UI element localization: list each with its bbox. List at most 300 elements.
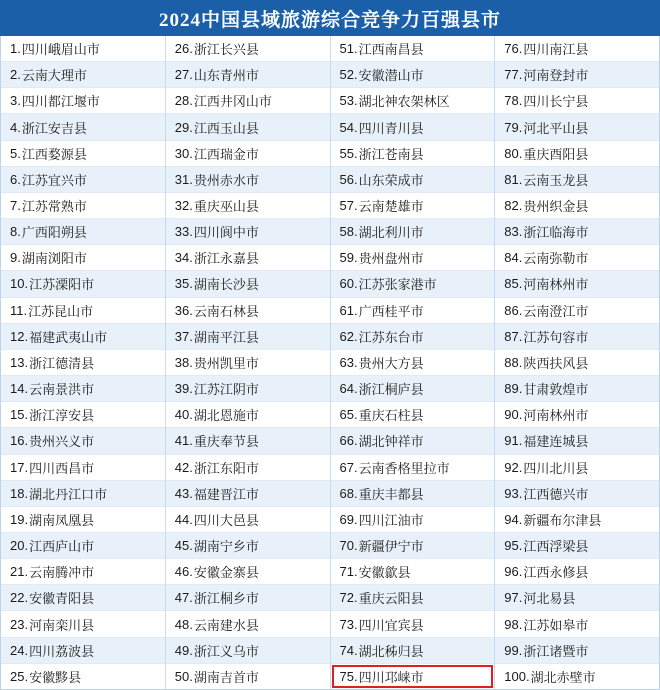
rank-number: 2.: [10, 67, 21, 83]
rank-number: 62.: [339, 328, 358, 344]
ranking-row: [495, 455, 659, 481]
county-name: 四川江油市: [358, 512, 424, 528]
ranking-row: [495, 611, 659, 637]
county-name: 安徽歙县: [358, 565, 411, 581]
county-name: 山东青州市: [193, 68, 259, 84]
county-name: 浙江东阳市: [193, 460, 259, 476]
county-name: 湖南宁乡市: [193, 539, 259, 555]
ranking-row: [1, 114, 165, 140]
rank-number: 33.: [174, 224, 193, 240]
ranking-row: [495, 62, 659, 88]
county-name: 云南大理市: [21, 68, 87, 84]
ranking-row: [331, 271, 495, 297]
rank-number: 45.: [174, 538, 193, 554]
ranking-row: [331, 638, 495, 664]
county-name: 湖南凤凰县: [29, 512, 95, 528]
rank-number: 39.: [174, 381, 193, 397]
rank-number: 57.: [339, 198, 358, 214]
ranking-row: [331, 664, 495, 689]
ranking-row: [495, 141, 659, 167]
county-name: 贵州大方县: [358, 355, 424, 371]
county-name: 浙江临海市: [523, 225, 589, 241]
rank-number: 54.: [339, 119, 358, 135]
ranking-row: [495, 376, 659, 402]
county-name: 浙江苍南县: [358, 146, 424, 162]
ranking-row: [166, 324, 330, 350]
ranking-row: [1, 271, 165, 297]
ranking-row: [1, 324, 165, 350]
ranking-row: [166, 193, 330, 219]
ranking-row: [331, 428, 495, 454]
county-name: 湖北丹江口市: [29, 486, 108, 502]
county-name: 河南栾川县: [29, 617, 95, 633]
ranking-row: [331, 507, 495, 533]
county-name: 四川南江县: [523, 42, 589, 58]
county-name: 四川邛崃市: [358, 669, 424, 685]
ranking-row: [331, 193, 495, 219]
rank-number: 72.: [339, 590, 358, 606]
ranking-row: [495, 88, 659, 114]
rank-number: 88.: [504, 354, 523, 370]
ranking-row: [331, 455, 495, 481]
rank-number: 24.: [10, 642, 29, 658]
ranking-row: [1, 350, 165, 376]
rank-number: 65.: [339, 407, 358, 423]
ranking-row: [1, 533, 165, 559]
rank-number: 35.: [174, 276, 193, 292]
county-name: 浙江永嘉县: [193, 251, 259, 267]
county-name: 江西瑞金市: [193, 146, 259, 162]
rank-number: 87.: [504, 328, 523, 344]
rank-number: 84.: [504, 250, 523, 266]
rank-number: 92.: [504, 459, 523, 475]
rank-number: 46.: [174, 564, 193, 580]
ranking-row: [331, 350, 495, 376]
rank-number: 100.: [504, 668, 530, 684]
county-name: 四川青川县: [358, 120, 424, 136]
county-name: 湖北赤壁市: [530, 669, 596, 685]
rank-number: 83.: [504, 224, 523, 240]
rank-number: 23.: [10, 616, 29, 632]
county-name: 浙江德清县: [29, 355, 95, 371]
ranking-row: [331, 533, 495, 559]
county-name: 云南景洪市: [29, 382, 95, 398]
rank-number: 81.: [504, 171, 523, 187]
county-name: 安徽青阳县: [29, 591, 95, 607]
county-name: 贵州兴义市: [29, 434, 95, 450]
county-name: 重庆石柱县: [358, 408, 424, 424]
county-name: 江西婺源县: [21, 146, 87, 162]
ranking-row: [495, 114, 659, 140]
county-name: 云南香格里拉市: [358, 460, 450, 476]
rank-number: 58.: [339, 224, 358, 240]
ranking-row: [1, 481, 165, 507]
rank-number: 4.: [10, 119, 21, 135]
ranking-row: [331, 585, 495, 611]
county-name: 贵州赤水市: [193, 172, 259, 188]
rank-number: 22.: [10, 590, 29, 606]
county-name: 重庆丰都县: [358, 486, 424, 502]
county-name: 江西南昌县: [358, 42, 424, 58]
ranking-row: [1, 507, 165, 533]
rank-number: 10.: [10, 276, 29, 292]
rank-number: 11.: [10, 302, 28, 318]
ranking-row: [1, 219, 165, 245]
rank-number: 59.: [339, 250, 358, 266]
county-name: 河南林州市: [523, 277, 589, 293]
county-name: 湖南平江县: [193, 329, 259, 345]
ranking-row: [331, 88, 495, 114]
ranking-row: [166, 611, 330, 637]
county-name: 四川长宁县: [523, 94, 589, 110]
county-name: 安徽金寨县: [193, 565, 259, 581]
ranking-row: [495, 428, 659, 454]
rank-number: 96.: [504, 564, 523, 580]
rank-number: 26.: [174, 41, 193, 57]
poster-title-bar: [0, 0, 660, 36]
county-name: 江西井冈山市: [193, 94, 272, 110]
county-name: 浙江义乌市: [193, 643, 259, 659]
rank-number: 43.: [174, 485, 193, 501]
ranking-row: [331, 376, 495, 402]
ranking-table: [0, 36, 660, 690]
county-name: 湖北利川市: [358, 225, 424, 241]
ranking-row: [331, 245, 495, 271]
ranking-row: [1, 585, 165, 611]
county-name: 四川宜宾县: [358, 617, 424, 633]
rank-number: 94.: [504, 511, 523, 527]
rank-number: 75.: [339, 668, 358, 684]
county-name: 福建武夷山市: [29, 329, 108, 345]
ranking-row: [166, 481, 330, 507]
ranking-row: [1, 638, 165, 664]
county-name: 河北平山县: [523, 120, 589, 136]
ranking-row: [166, 664, 330, 689]
ranking-row: [495, 167, 659, 193]
rank-number: 69.: [339, 511, 358, 527]
rank-number: 73.: [339, 616, 358, 632]
county-name: 贵州织金县: [523, 199, 589, 215]
ranking-row: [166, 88, 330, 114]
ranking-row: [166, 245, 330, 271]
ranking-row: [1, 376, 165, 402]
rank-number: 99.: [504, 642, 523, 658]
rank-number: 86.: [504, 302, 523, 318]
ranking-row: [495, 36, 659, 62]
ranking-row: [166, 428, 330, 454]
county-name: 江西庐山市: [29, 539, 95, 555]
county-name: 江西浮梁县: [523, 539, 589, 555]
county-name: 陕西扶风县: [523, 355, 589, 371]
rank-number: 19.: [10, 511, 29, 527]
ranking-row: [166, 114, 330, 140]
ranking-row: [1, 62, 165, 88]
rank-number: 61.: [339, 302, 358, 318]
county-name: 四川大邑县: [193, 512, 259, 528]
county-name: 广西桂平市: [358, 303, 424, 319]
ranking-row: [1, 88, 165, 114]
ranking-row: [166, 298, 330, 324]
ranking-row: [166, 455, 330, 481]
rank-number: 1.: [10, 41, 21, 57]
ranking-row: [166, 638, 330, 664]
rank-number: 20.: [10, 538, 29, 554]
ranking-row: [166, 507, 330, 533]
rank-number: 60.: [339, 276, 358, 292]
ranking-row: [495, 585, 659, 611]
county-name: 新疆布尔津县: [523, 512, 602, 528]
rank-number: 77.: [504, 67, 523, 83]
ranking-row: [1, 193, 165, 219]
rank-number: 79.: [504, 119, 523, 135]
ranking-row: [331, 36, 495, 62]
rank-number: 38.: [174, 354, 193, 370]
ranking-row: [495, 298, 659, 324]
rank-number: 76.: [504, 41, 523, 57]
rank-number: 70.: [339, 538, 358, 554]
ranking-row: [331, 167, 495, 193]
ranking-row: [331, 219, 495, 245]
rank-number: 8.: [10, 224, 21, 240]
rank-number: 32.: [174, 198, 193, 214]
rank-number: 91.: [504, 433, 523, 449]
county-name: 广西阳朔县: [21, 225, 87, 241]
ranking-row: [495, 559, 659, 585]
county-name: 河南林州市: [523, 408, 589, 424]
rank-number: 9.: [10, 250, 21, 266]
ranking-row: [166, 219, 330, 245]
ranking-column-4: [495, 36, 659, 689]
ranking-row: [495, 481, 659, 507]
ranking-column-1: [1, 36, 166, 689]
county-name: 云南玉龙县: [523, 172, 589, 188]
county-name: 浙江安吉县: [21, 120, 87, 136]
ranking-row: [495, 533, 659, 559]
ranking-row: [166, 167, 330, 193]
county-name: 浙江淳安县: [29, 408, 95, 424]
county-name: 重庆云阳县: [358, 591, 424, 607]
ranking-row: [1, 455, 165, 481]
rank-number: 71.: [339, 564, 358, 580]
county-name: 四川都江堰市: [21, 94, 100, 110]
rank-number: 3.: [10, 93, 21, 109]
county-name: 浙江诸暨市: [523, 643, 589, 659]
rank-number: 41.: [174, 433, 193, 449]
ranking-row: [1, 402, 165, 428]
rank-number: 66.: [339, 433, 358, 449]
rank-number: 7.: [10, 198, 21, 214]
ranking-row: [166, 62, 330, 88]
ranking-row: [495, 402, 659, 428]
ranking-column-3: [331, 36, 496, 689]
county-name: 湖南长沙县: [193, 277, 259, 293]
ranking-row: [166, 271, 330, 297]
ranking-row: [166, 350, 330, 376]
ranking-row: [166, 559, 330, 585]
ranking-row: [495, 507, 659, 533]
ranking-row: [495, 193, 659, 219]
ranking-row: [495, 219, 659, 245]
ranking-row: [495, 350, 659, 376]
county-name: 安徽潜山市: [358, 68, 424, 84]
ranking-row: [166, 36, 330, 62]
county-name: 江苏江阴市: [193, 382, 259, 398]
rank-number: 80.: [504, 145, 523, 161]
ranking-row: [1, 141, 165, 167]
ranking-row: [166, 585, 330, 611]
rank-number: 36.: [174, 302, 193, 318]
county-name: 四川荔波县: [29, 643, 95, 659]
ranking-row: [331, 62, 495, 88]
rank-number: 85.: [504, 276, 523, 292]
county-name: 湖北钟祥市: [358, 434, 424, 450]
county-name: 福建连城县: [523, 434, 589, 450]
ranking-row: [1, 664, 165, 689]
ranking-row: [495, 245, 659, 271]
county-name: 湖北恩施市: [193, 408, 259, 424]
county-name: 江西玉山县: [193, 120, 259, 136]
county-name: 云南建水县: [193, 617, 259, 633]
county-name: 重庆巫山县: [193, 199, 259, 215]
ranking-row: [331, 559, 495, 585]
county-name: 河北易县: [523, 591, 576, 607]
rank-number: 25.: [10, 668, 29, 684]
rank-number: 78.: [504, 93, 523, 109]
county-name: 湖南浏阳市: [21, 251, 87, 267]
rank-number: 48.: [174, 616, 193, 632]
rank-number: 56.: [339, 171, 358, 187]
page-title: 2024中国县域旅游综合竞争力百强县市: [158, 9, 501, 31]
county-name: 江苏东台市: [358, 329, 424, 345]
ranking-column-2: [166, 36, 331, 689]
county-name: 浙江桐乡市: [193, 591, 259, 607]
rank-number: 16.: [10, 433, 29, 449]
county-name: 山东荣成市: [358, 172, 424, 188]
county-name: 重庆奉节县: [193, 434, 259, 450]
ranking-row: [331, 402, 495, 428]
rank-number: 89.: [504, 381, 523, 397]
rank-number: 34.: [174, 250, 193, 266]
ranking-row: [495, 324, 659, 350]
ranking-row: [166, 402, 330, 428]
rank-number: 31.: [174, 171, 193, 187]
rank-number: 63.: [339, 354, 358, 370]
county-name: 云南石林县: [193, 303, 259, 319]
county-name: 贵州凯里市: [193, 355, 259, 371]
county-name: 云南腾冲市: [29, 565, 95, 581]
county-name: 云南澄江市: [523, 303, 589, 319]
county-name: 江苏溧阳市: [29, 277, 95, 293]
ranking-row: [1, 298, 165, 324]
county-name: 云南弥勒市: [523, 251, 589, 267]
rank-number: 50.: [174, 668, 193, 684]
rank-number: 42.: [174, 459, 193, 475]
rank-number: 40.: [174, 407, 193, 423]
county-name: 浙江长兴县: [193, 42, 259, 58]
county-name: 江苏句容市: [523, 329, 589, 345]
rank-number: 47.: [174, 590, 193, 606]
ranking-row: [495, 664, 659, 689]
county-name: 江苏张家港市: [358, 277, 437, 293]
county-name: 江西永修县: [523, 565, 589, 581]
rank-number: 44.: [174, 511, 193, 527]
rank-number: 18.: [10, 485, 29, 501]
ranking-row: [166, 533, 330, 559]
rank-number: 97.: [504, 590, 523, 606]
county-name: 湖北神农架林区: [358, 94, 450, 110]
rank-number: 51.: [339, 41, 358, 57]
ranking-row: [1, 611, 165, 637]
ranking-row: [495, 271, 659, 297]
ranking-row: [166, 376, 330, 402]
rank-number: 14.: [10, 381, 29, 397]
ranking-row: [1, 36, 165, 62]
county-name: 贵州盘州市: [358, 251, 424, 267]
rank-number: 93.: [504, 485, 523, 501]
rank-number: 12.: [10, 328, 29, 344]
rank-number: 67.: [339, 459, 358, 475]
ranking-row: [331, 141, 495, 167]
ranking-row: [331, 324, 495, 350]
rank-number: 49.: [174, 642, 193, 658]
county-name: 江苏如皋市: [523, 617, 589, 633]
rank-number: 17.: [10, 459, 29, 475]
county-name: 湖北秭归县: [358, 643, 424, 659]
county-name: 四川西昌市: [29, 460, 95, 476]
county-name: 江苏昆山市: [28, 303, 94, 319]
county-name: 江苏宜兴市: [21, 172, 87, 188]
ranking-row: [1, 428, 165, 454]
county-name: 湖南吉首市: [193, 669, 259, 685]
county-name: 河南登封市: [523, 68, 589, 84]
rank-number: 30.: [174, 145, 193, 161]
county-name: 安徽黟县: [29, 669, 82, 685]
rank-number: 28.: [174, 93, 193, 109]
ranking-row: [331, 611, 495, 637]
county-name: 浙江桐庐县: [358, 382, 424, 398]
ranking-row: [1, 559, 165, 585]
county-name: 四川峨眉山市: [21, 42, 100, 58]
rank-number: 52.: [339, 67, 358, 83]
rank-number: 95.: [504, 538, 523, 554]
rank-number: 64.: [339, 381, 358, 397]
rank-number: 5.: [10, 145, 21, 161]
rank-number: 6.: [10, 171, 21, 187]
ranking-row: [331, 481, 495, 507]
rank-number: 98.: [504, 616, 523, 632]
county-name: 甘肃敦煌市: [523, 382, 589, 398]
county-name: 四川北川县: [523, 460, 589, 476]
rank-number: 53.: [339, 93, 358, 109]
rank-number: 55.: [339, 145, 358, 161]
ranking-row: [331, 298, 495, 324]
ranking-row: [1, 167, 165, 193]
ranking-row: [1, 245, 165, 271]
rank-number: 27.: [174, 67, 193, 83]
rank-number: 15.: [10, 407, 29, 423]
county-name: 福建晋江市: [193, 486, 259, 502]
county-name: 重庆酉阳县: [523, 146, 589, 162]
county-name: 新疆伊宁市: [358, 539, 424, 555]
rank-number: 37.: [174, 328, 193, 344]
rank-number: 21.: [10, 564, 29, 580]
county-name: 江西德兴市: [523, 486, 589, 502]
rank-number: 90.: [504, 407, 523, 423]
rank-number: 29.: [174, 119, 193, 135]
rank-number: 13.: [10, 354, 29, 370]
rank-number: 74.: [339, 642, 358, 658]
ranking-row: [331, 114, 495, 140]
